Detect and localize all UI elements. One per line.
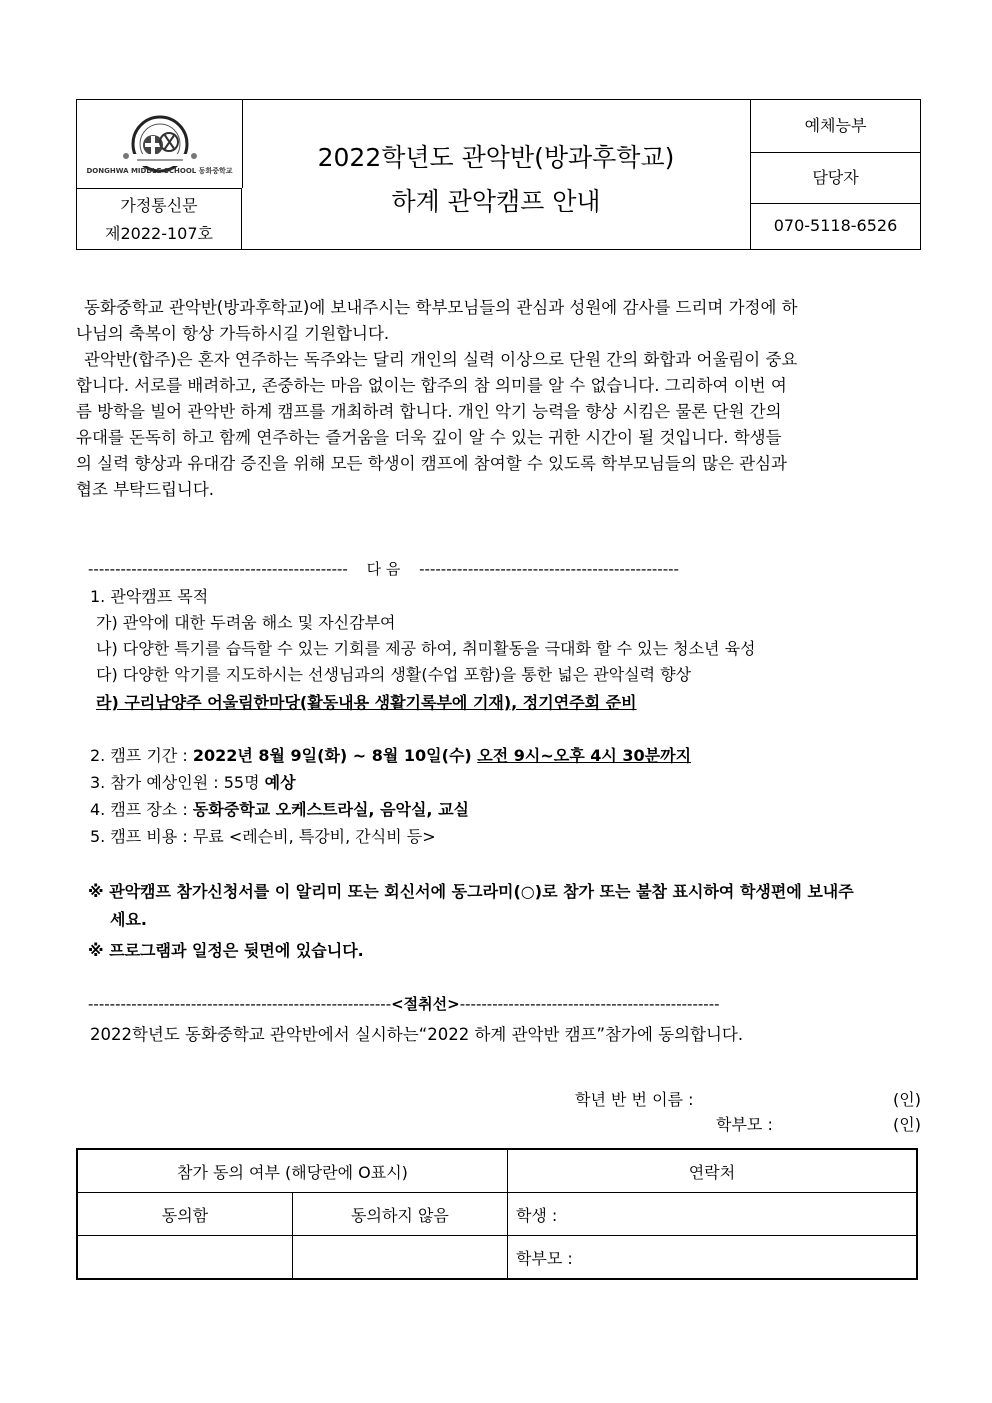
cut-line xyxy=(88,993,908,1014)
cut-dashes-right: ------------------------------------------------ xyxy=(459,995,720,1013)
intro-line: 유대를 돈독히 하고 함께 연주하는 즐거움을 더욱 깊이 알 수 있는 귀한 시간이 될 것입니다. 학생들 xyxy=(76,428,782,447)
intro-line: 동화중학교 관악반(방과후학교)에 보내주시는 학부모님들의 관심과 성원에 감사를 드리며 가정에 하 xyxy=(84,298,798,317)
disagree-label: 동의하지 않음 xyxy=(292,1193,507,1236)
intro-line: 나님의 축복이 항상 가득하시길 기원합니다. xyxy=(76,324,390,343)
camp-place xyxy=(90,797,469,820)
note-line: ※ 관악캠프 참가신청서를 이 알리미 또는 회신서에 동그라미(○)로 참가 또는 불참 표시하여 학생편에 보내주 xyxy=(88,882,854,901)
page-title-line2: 하계 관악캠프 안내 xyxy=(391,187,601,216)
agree-mark-cell[interactable] xyxy=(77,1236,292,1280)
contact-label: 담당자 xyxy=(751,152,920,204)
divider-label: 다 음 xyxy=(366,560,401,578)
intro-line: 협조 부탁드립니다. xyxy=(76,480,215,499)
consent-sentence: 2022학년도 동화중학교 관악반에서 실시하는“2022 하계 관악반 캠프”참가에 동의합니다. xyxy=(90,1025,744,1044)
place-label: 4. 캠프 장소 : xyxy=(90,800,193,819)
student-contact[interactable]: 학생 : xyxy=(507,1193,917,1236)
notice-number-cell xyxy=(77,188,242,249)
logo-cell xyxy=(77,100,243,188)
title-cell xyxy=(242,100,750,249)
camp-period xyxy=(90,743,691,766)
logo-text: DONGHWA MIDDLE SCHOOL 동화중학교 xyxy=(86,167,233,175)
parent-contact[interactable]: 학부모 : xyxy=(507,1236,917,1280)
intro-paragraph-1 xyxy=(76,295,922,503)
cut-label: <절취선> xyxy=(391,995,460,1013)
contact-header: 연락처 xyxy=(507,1149,917,1193)
contact-cell xyxy=(750,100,920,249)
divider-dashes-right: ------------------------------------------------ xyxy=(419,560,679,578)
people-note: 예상 xyxy=(264,773,296,792)
purpose-item-c: 다) 다양한 악기를 지도하시는 선생님과의 생활(수업 포함)을 통한 넓은 관악실력 향상 xyxy=(96,665,692,684)
section-divider xyxy=(88,558,908,579)
divider-dashes-left: ------------------------------------------------ xyxy=(88,560,348,578)
phone-number: 070-5118-6526 xyxy=(773,216,898,235)
student-seal: (인) xyxy=(893,1090,921,1109)
period-label: 2. 캠프 기간 : xyxy=(90,746,193,765)
intro-line: 관악반(합주)은 혼자 연주하는 독주와는 달리 개인의 실력 이상으로 단원 간의 화합과 어울림이 중요 xyxy=(84,350,798,369)
period-date: 2022년 8월 9일(화) ~ 8월 10일(수) xyxy=(192,746,478,765)
notice-type: 가정통신문 xyxy=(120,196,198,215)
intro-line: 름 방학을 빌어 관악반 하계 캠프를 개최하려 합니다. 개인 악기 능력을 향상 시킴은 물론 단원 간의 xyxy=(76,402,782,421)
intro-line: 합니다. 서로를 배려하고, 존중하는 마음 없이는 합주의 참 의미를 알 수 없습니다. 그리하여 이번 여 xyxy=(76,376,787,395)
place-value: 동화중학교 오케스트라실, 음악실, 교실 xyxy=(192,800,469,819)
cut-dashes-left: -------------------------------------------------------- xyxy=(88,995,392,1013)
purpose-item-d: 라) 구리남양주 어울림한마당(활동내용 생활기록부에 기재), 정기연주회 준비 xyxy=(96,693,637,712)
note-application xyxy=(88,878,922,934)
note-program: ※ 프로그램과 일정은 뒷면에 있습니다. xyxy=(88,941,364,960)
disagree-mark-cell[interactable] xyxy=(292,1236,507,1280)
parent-seal: (인) xyxy=(893,1115,921,1134)
notice-number: 제2022-107호 xyxy=(105,224,213,243)
camp-people xyxy=(90,770,296,793)
department: 예체능부 xyxy=(751,100,920,153)
purpose-item-b: 나) 다양한 특기를 습득할 수 있는 기회를 제공 하여, 취미활동을 극대화 할 수 있는 청소년 육성 xyxy=(96,639,756,658)
consent-table xyxy=(76,1148,918,1280)
note-line: 세요. xyxy=(110,910,147,929)
page-title-line1: 2022학년도 관악반(방과후학교) xyxy=(317,143,675,172)
consent-header: 참가 동의 여부 (해당란에 O표시) xyxy=(77,1149,507,1193)
student-signature-line[interactable]: 학년 반 번 이름 : xyxy=(575,1090,694,1109)
purpose-heading: 1. 관악캠프 목적 xyxy=(90,587,209,606)
purpose-item-a: 가) 관악에 대한 두려움 해소 및 자신감부여 xyxy=(96,613,396,632)
parent-signature-line[interactable]: 학부모 : xyxy=(716,1115,773,1134)
people-label: 3. 참가 예상인원 : 55명 xyxy=(90,773,265,792)
period-time: 오전 9시~오후 4시 30분까지 xyxy=(477,746,692,765)
camp-cost: 5. 캠프 비용 : 무료 <레슨비, 특강비, 간식비 등> xyxy=(90,827,436,846)
intro-line: 의 실력 향상과 유대감 증진을 위해 모든 학생이 캠프에 참여할 수 있도록 학부모님들의 많은 관심과 xyxy=(76,454,787,473)
header-table xyxy=(76,99,921,250)
agree-label: 동의함 xyxy=(77,1193,292,1236)
